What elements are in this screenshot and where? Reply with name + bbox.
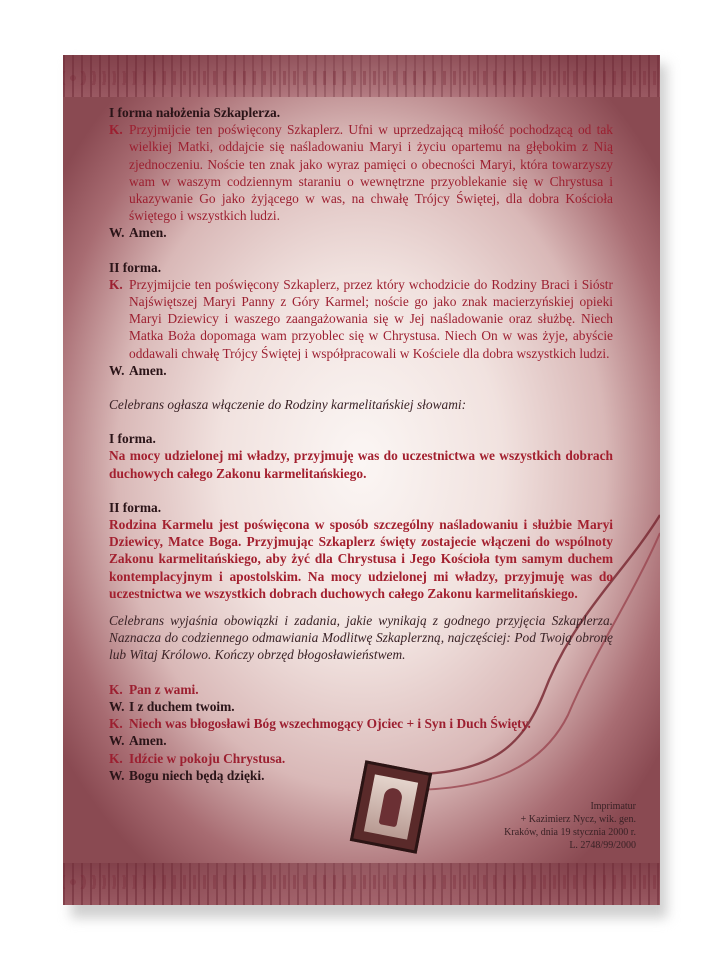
imprimatur-number: L. 2748/99/2000 (569, 840, 636, 851)
form2-w-text: Amen. (129, 362, 167, 378)
dialogue-line (109, 698, 613, 715)
form2-k-text: Przyjmijcie ten poświęcony Szkaplerz, przez który wchodzicie do Rodziny Braci i Sióstr Najświętszej Maryi Panny z Góry Karmel; noście go jako znak macierzyńskiej opieki Maryi Dziewicy i waszego zaangażowania się w Jej naśladowanie oraz służbę. Niech Matka Boża dopomaga wam przyoblec się w Chrystusa. Niech On w was żyje, abyście oddawali chwałę Trójcy Świętej i współpracowali w Kościele dla dobra wszystkich ludzi. (129, 276, 613, 361)
imprimatur-date: Kraków, dnia 19 stycznia 2000 r. (504, 827, 636, 838)
form2-w-row (109, 362, 613, 379)
dialogue-text: Bogu niech będą dzięki. (129, 767, 265, 783)
dialogue-mark: W. (109, 733, 125, 749)
imprimatur-signatory: + Kazimierz Nycz, wik. gen. (520, 814, 636, 825)
form2-title: II forma. (109, 259, 162, 275)
k-mark: K. (109, 276, 123, 292)
celebrans-intro: Celebrans ogłasza włączenie do Rodziny karmelitańskiej słowami: (109, 397, 467, 413)
dialogue-line (109, 715, 613, 732)
ornament-bottom (63, 875, 660, 889)
ornament-top (63, 71, 660, 85)
dialogue-line (109, 681, 613, 698)
form1-k-row (109, 121, 613, 224)
dialogue-mark: K. (109, 681, 123, 697)
dialogue-text: Idźcie w pokoju Chrystusa. (129, 750, 286, 766)
madonna-figure-icon (379, 787, 404, 828)
form1-w-text: Amen. (129, 225, 167, 241)
dialogue-mark: W. (109, 767, 125, 783)
dialogue-line (109, 767, 613, 784)
dialogue-text: I z duchem twoim. (129, 698, 235, 714)
inclusion-form1-text: Na mocy udzielonej mi władzy, przyjmuję was do uczestnictwa we wszystkich dobrach duchowych całego Zakonu karmelitańskiego. (109, 448, 613, 481)
dialogue-mark: W. (109, 698, 125, 714)
form2-k-row (109, 276, 613, 362)
inclusion-form2-text: Rodzina Karmelu jest poświęcona w sposób szczególny naśladowaniu i służbie Maryi Dziewicy, Matce Boga. Przyjmując Szkaplerz święty zostajecie włączeni do wspólnoty Zakonu karmelitańskiego, aby żyć dla Chrystusa i Jego Kościoła tym samym duchem kontemplacyjnym i apostolskim. Na mocy udzielonej mi władzy, przyjmuję was do uczestnictwa we wszystkich dobrach duchowych całego Zakonu karmelitańskiego. (109, 517, 613, 601)
imprimatur-block (504, 800, 636, 852)
form1-title: I forma nałożenia Szkaplerza. (109, 105, 281, 120)
dialogue-text: Pan z wami. (129, 681, 199, 697)
inclusion-form2-title: II forma. (109, 499, 162, 515)
k-mark: K. (109, 122, 123, 138)
imprimatur-label: Imprimatur (590, 801, 636, 812)
form1-k-text: Przyjmijcie ten poświęcony Szkaplerz. Ufni w uprzedzającą miłość pochodzącą od tak wielkiej Matki, oddajcie się naśladowaniu Maryi i życiu opartemu na głębokim z Nią zjednoczeniu. Noście ten znak jako wyraz pamięci o obecności Maryi, która towarzyszy wam w waszym codziennym staraniu o wewnętrzne przyoblekanie się w Chrystusa i ukazywanie Go jako żyjącego w was, na chwałę Trójcy Świętej, dla dobra Kościoła świętego i wszystkich ludzi. (129, 122, 613, 224)
dialogue-text: Niech was błogosławi Bóg wszechmogący Ojciec + i Syn i Duch Święty. (129, 716, 531, 732)
dialogue-mark: K. (109, 750, 123, 766)
w-mark: W. (109, 362, 125, 378)
dialogue-line (109, 750, 613, 767)
dialogue-line (109, 732, 613, 749)
dialogue-text: Amen. (129, 733, 167, 749)
celebrans-note: Celebrans wyjaśnia obowiązki i zadania, jakie wynikają z godnego przyjęcia Szkaplerza. Naznacza do codziennego odmawiania Modlitwę Szkaplerzną, najczęściej: Pod Twoją obronę lub Witaj Królowo. Kończy obrzęd błogosławieństwem. (109, 613, 613, 663)
dialogue-mark: K. (109, 716, 123, 732)
leaflet-page (63, 55, 660, 905)
rite-text (109, 104, 613, 784)
w-mark: W. (109, 225, 125, 241)
form1-w-row (109, 224, 613, 241)
inclusion-form1-title: I forma. (109, 431, 156, 447)
scapular-picture (364, 774, 418, 839)
